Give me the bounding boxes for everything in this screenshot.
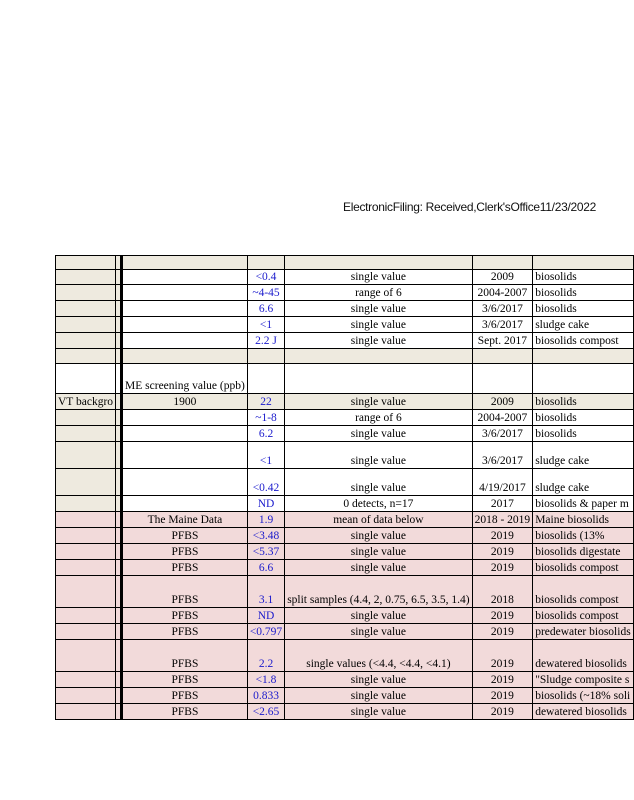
cell-value: <2.65 <box>247 704 284 720</box>
cell-value: 0.833 <box>247 688 284 704</box>
cell-category <box>56 608 116 624</box>
cell-statistic: single value <box>285 688 472 704</box>
cell-statistic <box>285 349 472 364</box>
cell-sample-type: biosolids compost <box>533 576 634 608</box>
table-row <box>56 512 634 528</box>
cell-analyte <box>122 496 248 512</box>
cell-value: 22 <box>247 394 284 410</box>
table-row <box>56 469 634 496</box>
cell-category <box>56 426 116 442</box>
cell-statistic: single value <box>285 608 472 624</box>
table-row <box>56 394 634 410</box>
cell-sample-type: biosolids <box>533 426 634 442</box>
data-table <box>55 255 634 720</box>
cell-statistic: single value <box>285 624 472 640</box>
cell-analyte: PFBS <box>122 528 248 544</box>
cell-sample-type: biosolids compost <box>533 333 634 349</box>
cell-statistic: single value <box>285 426 472 442</box>
cell-date: 2019 <box>472 688 533 704</box>
cell-statistic: single value <box>285 560 472 576</box>
cell-value <box>247 349 284 364</box>
cell-category <box>56 270 116 285</box>
cell-analyte: PFBS <box>122 704 248 720</box>
cell-analyte: ME screening value (ppb) <box>122 364 248 394</box>
cell-analyte: PFBS <box>122 576 248 608</box>
table-row <box>56 624 634 640</box>
table-row <box>56 560 634 576</box>
cell-date: 2019 <box>472 704 533 720</box>
cell-value: <1 <box>247 317 284 333</box>
table-row <box>56 576 634 608</box>
cell-date: 2017 <box>472 496 533 512</box>
cell-value: ~1-8 <box>247 410 284 426</box>
cell-statistic: 0 detects, n=17 <box>285 496 472 512</box>
cell-category <box>56 469 116 496</box>
table-row <box>56 528 634 544</box>
cell-value: <0.4 <box>247 270 284 285</box>
table-row <box>56 410 634 426</box>
cell-value: ND <box>247 496 284 512</box>
cell-value: <0.42 <box>247 469 284 496</box>
cell-value: 3.1 <box>247 576 284 608</box>
cell-date <box>472 256 533 270</box>
table-row <box>56 301 634 317</box>
cell-category <box>56 410 116 426</box>
cell-category <box>56 528 116 544</box>
electronic-filing-stamp: ElectronicFiling: Received,Clerk'sOffice11/23/2022 <box>343 200 596 214</box>
cell-statistic <box>285 256 472 270</box>
cell-sample-type: dewatered biosolids <box>533 704 634 720</box>
cell-sample-type: biosolids & paper m <box>533 496 634 512</box>
cell-date: 3/6/2017 <box>472 301 533 317</box>
cell-statistic: single value <box>285 469 472 496</box>
table-row <box>56 364 634 394</box>
cell-analyte <box>122 301 248 317</box>
cell-date: 2019 <box>472 640 533 672</box>
cell-date: Sept. 2017 <box>472 333 533 349</box>
cell-value: 2.2 J <box>247 333 284 349</box>
cell-value: 6.6 <box>247 560 284 576</box>
cell-analyte <box>122 410 248 426</box>
cell-sample-type: "Sludge composite s <box>533 672 634 688</box>
cell-statistic: single value <box>285 394 472 410</box>
cell-category <box>56 544 116 560</box>
cell-analyte: 1900 <box>122 394 248 410</box>
table-row <box>56 688 634 704</box>
cell-analyte <box>122 270 248 285</box>
cell-analyte <box>122 349 248 364</box>
cell-statistic: single value <box>285 704 472 720</box>
cell-category <box>56 560 116 576</box>
table-row <box>56 317 634 333</box>
table-row <box>56 285 634 301</box>
cell-date: 2004-2007 <box>472 285 533 301</box>
cell-statistic: mean of data below <box>285 512 472 528</box>
cell-date: 3/6/2017 <box>472 317 533 333</box>
cell-statistic: single value <box>285 528 472 544</box>
cell-value <box>247 364 284 394</box>
table-row <box>56 672 634 688</box>
cell-sample-type: biosolids compost <box>533 608 634 624</box>
cell-date: 2018 <box>472 576 533 608</box>
cell-statistic: single value <box>285 301 472 317</box>
cell-analyte: PFBS <box>122 544 248 560</box>
cell-sample-type: biosolids <box>533 270 634 285</box>
cell-analyte <box>122 333 248 349</box>
cell-date: 2018 - 2019 <box>472 512 533 528</box>
cell-category <box>56 256 116 270</box>
cell-value: <0.797 <box>247 624 284 640</box>
table-row <box>56 426 634 442</box>
cell-category <box>56 442 116 469</box>
table-row <box>56 349 634 364</box>
cell-analyte <box>122 442 248 469</box>
cell-statistic: split samples (4.4, 2, 0.75, 6.5, 3.5, 1.4) <box>285 576 472 608</box>
cell-statistic: single value <box>285 317 472 333</box>
table-row <box>56 704 634 720</box>
cell-value: <1 <box>247 442 284 469</box>
cell-statistic: single values (<4.4, <4.4, <4.1) <box>285 640 472 672</box>
cell-category <box>56 704 116 720</box>
cell-analyte: The Maine Data <box>122 512 248 528</box>
cell-sample-type: biosolids <box>533 301 634 317</box>
cell-date: 2019 <box>472 672 533 688</box>
cell-analyte: PFBS <box>122 672 248 688</box>
cell-date: 2019 <box>472 624 533 640</box>
cell-sample-type <box>533 256 634 270</box>
cell-value: 6.2 <box>247 426 284 442</box>
cell-sample-type: biosolids compost <box>533 560 634 576</box>
table-row <box>56 442 634 469</box>
cell-sample-type: predewater biosolids <box>533 624 634 640</box>
cell-value: ~4-45 <box>247 285 284 301</box>
cell-analyte <box>122 469 248 496</box>
cell-analyte: PFBS <box>122 624 248 640</box>
cell-date: 2009 <box>472 394 533 410</box>
cell-analyte <box>122 426 248 442</box>
cell-category <box>56 364 116 394</box>
cell-category <box>56 496 116 512</box>
table-row <box>56 256 634 270</box>
cell-category <box>56 333 116 349</box>
cell-analyte <box>122 285 248 301</box>
cell-value: <5.37 <box>247 544 284 560</box>
cell-statistic: single value <box>285 442 472 469</box>
cell-category <box>56 688 116 704</box>
cell-sample-type: biosolids digestate <box>533 544 634 560</box>
cell-date: 2019 <box>472 544 533 560</box>
cell-category <box>56 512 116 528</box>
cell-statistic: single value <box>285 672 472 688</box>
cell-category <box>56 317 116 333</box>
cell-category <box>56 301 116 317</box>
cell-category <box>56 285 116 301</box>
table-body <box>56 256 634 720</box>
table-row <box>56 544 634 560</box>
cell-sample-type: biosolids (~18% soli <box>533 688 634 704</box>
cell-date: 2019 <box>472 528 533 544</box>
cell-sample-type: biosolids <box>533 410 634 426</box>
cell-value: <1.8 <box>247 672 284 688</box>
cell-value: 2.2 <box>247 640 284 672</box>
cell-analyte: PFBS <box>122 688 248 704</box>
cell-analyte: PFBS <box>122 608 248 624</box>
cell-sample-type: biosolids <box>533 394 634 410</box>
cell-statistic: range of 6 <box>285 285 472 301</box>
cell-value <box>247 256 284 270</box>
cell-date: 3/6/2017 <box>472 426 533 442</box>
cell-value: <3.48 <box>247 528 284 544</box>
cell-statistic: single value <box>285 270 472 285</box>
table-row <box>56 640 634 672</box>
cell-sample-type: sludge cake <box>533 317 634 333</box>
cell-statistic: single value <box>285 333 472 349</box>
cell-date <box>472 364 533 394</box>
table-row <box>56 270 634 285</box>
cell-date: 2019 <box>472 560 533 576</box>
cell-sample-type: sludge cake <box>533 469 634 496</box>
cell-sample-type: biosolids <box>533 285 634 301</box>
cell-category <box>56 624 116 640</box>
cell-statistic <box>285 364 472 394</box>
cell-sample-type: Maine biosolids <box>533 512 634 528</box>
cell-value: 6.6 <box>247 301 284 317</box>
cell-statistic: single value <box>285 544 472 560</box>
cell-sample-type <box>533 364 634 394</box>
cell-analyte: PFBS <box>122 560 248 576</box>
cell-date: 2004-2007 <box>472 410 533 426</box>
cell-category <box>56 576 116 608</box>
cell-date <box>472 349 533 364</box>
cell-category: VT backgro <box>56 394 116 410</box>
cell-date: 3/6/2017 <box>472 442 533 469</box>
cell-sample-type: biosolids (13% <box>533 528 634 544</box>
cell-statistic: range of 6 <box>285 410 472 426</box>
cell-sample-type: sludge cake <box>533 442 634 469</box>
cell-category <box>56 640 116 672</box>
cell-date: 2019 <box>472 608 533 624</box>
cell-analyte <box>122 317 248 333</box>
cell-value: 1.9 <box>247 512 284 528</box>
table-row <box>56 608 634 624</box>
table-row <box>56 333 634 349</box>
cell-sample-type <box>533 349 634 364</box>
cell-date: 2009 <box>472 270 533 285</box>
cell-category <box>56 349 116 364</box>
cell-date: 4/19/2017 <box>472 469 533 496</box>
cell-category <box>56 672 116 688</box>
cell-analyte <box>122 256 248 270</box>
cell-analyte: PFBS <box>122 640 248 672</box>
cell-sample-type: dewatered biosolids <box>533 640 634 672</box>
cell-value: ND <box>247 608 284 624</box>
table-row <box>56 496 634 512</box>
